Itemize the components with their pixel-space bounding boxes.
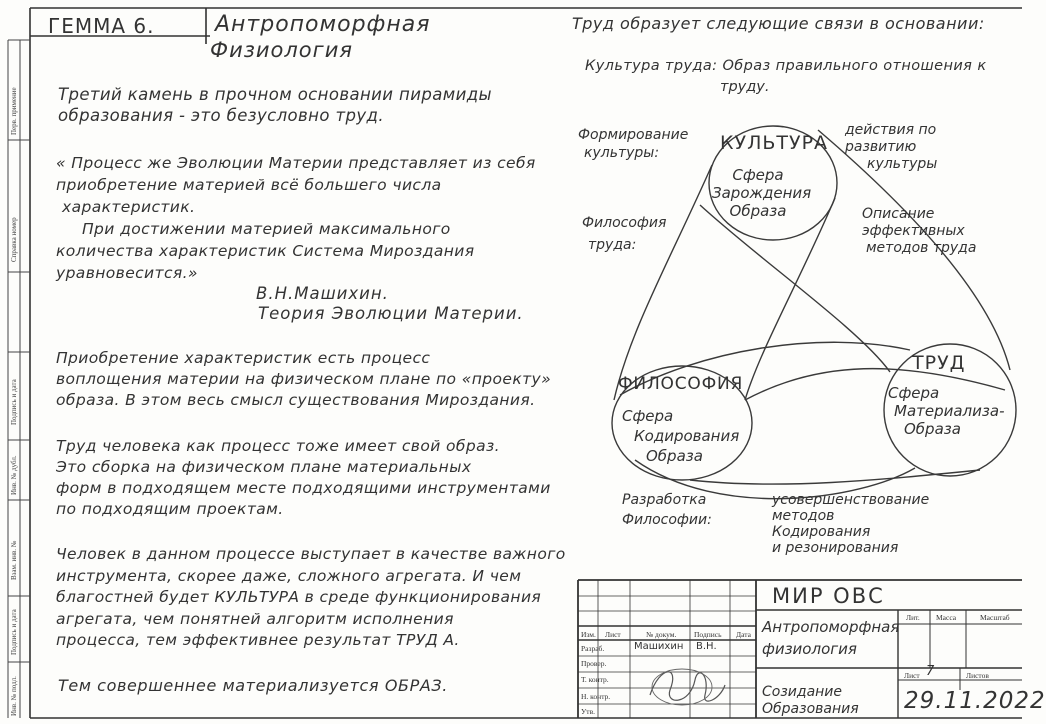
text-line: Сфера [732, 166, 784, 184]
text-line: Образа [646, 447, 703, 465]
text-line: характеристик. [62, 198, 196, 216]
text-line: Материализа- [894, 402, 1005, 420]
quote-block [56, 152, 536, 284]
org-name: МИР ОВС [772, 584, 885, 608]
text-line: благостней будет КУЛЬТУРА в среде функционирования [56, 588, 542, 606]
side-label: Справка номер [10, 217, 18, 262]
label-forming-culture [578, 126, 688, 162]
side-label: Подпись и дата [10, 609, 18, 655]
gemma-number: ГЕММА 6. [48, 14, 155, 38]
text-line: развитию [845, 139, 917, 155]
text-line: процесса, тем эффективнее результат ТРУД А. [56, 631, 460, 649]
page-title-line2: Физиология [210, 38, 353, 62]
paragraph-3 [56, 436, 551, 520]
text-line: Третий камень в прочном основании пирамиды [58, 85, 492, 104]
text-line: и резонирования [772, 540, 899, 556]
developer-name: Машихин [634, 641, 684, 652]
text-line: инструмента, скорее даже, сложного агрегата. И чем [56, 566, 522, 585]
doc-date: 29.11.2022 [904, 688, 1046, 714]
row-label: Н. контр. [581, 692, 611, 701]
text-line: Описание [862, 206, 935, 222]
label-improvement [772, 492, 929, 556]
quote-source: Теория Эволюции Материи. [258, 304, 524, 323]
paragraph-5: Тем совершеннее материализуется ОБРАЗ. [58, 676, 448, 695]
text-line: Это сборка на физическом плане материальных [56, 458, 472, 476]
row-label: Утв. [581, 707, 596, 716]
paragraph-4 [56, 544, 566, 652]
text-line: Труд человека как процесс тоже имеет свой образ. [56, 437, 500, 455]
belt-line [745, 198, 835, 400]
text-line: Образа [729, 202, 787, 220]
text-line: уравновесится.» [56, 264, 198, 282]
text-line: Философия [582, 215, 667, 231]
text-line: Разработка [622, 492, 707, 508]
row-label: Разраб. [581, 644, 605, 653]
side-label: Перв. примение [10, 87, 18, 135]
text-line: приобретение материей всё большего числа [56, 176, 442, 194]
page-title-line1: Антропоморфная [215, 12, 431, 37]
paragraph-1 [58, 84, 492, 126]
quote-author: В.Н.Машихин. [256, 284, 389, 303]
text-line: культуры: [584, 145, 660, 161]
sheet-number: 7 [926, 664, 935, 679]
text-line: Сфера [888, 384, 940, 402]
diagram-subheading-line1: Культура труда: Образ правильного отношения к [585, 58, 987, 74]
developer-initials: В.Н. [696, 641, 717, 652]
col-header: № докум. [646, 630, 677, 639]
text-line: Зарождения [712, 184, 812, 202]
belt-line [614, 165, 712, 400]
side-label: Инв. № дубл. [10, 455, 18, 495]
text-line: эффективных [862, 223, 965, 239]
scale-label: Масштаб [980, 613, 1010, 622]
node-labor-title: ТРУД [912, 352, 966, 374]
node-labor-text [888, 384, 1014, 438]
node-culture-title: КУЛЬТУРА [720, 132, 829, 154]
label-philosophy-of-labor [582, 212, 666, 256]
doc-subtitle-line1: Созидание [762, 684, 843, 700]
text-line: образования - это безусловно труд. [58, 106, 384, 125]
text-line: Философии: [622, 512, 712, 528]
paragraph-2 [56, 348, 551, 411]
text-line: Сфера [622, 407, 674, 425]
diagram-subheading-line2: труду. [720, 79, 770, 95]
node-culture-text [712, 166, 812, 220]
text-line: Образа [904, 420, 961, 438]
mass-label: Масса [936, 613, 957, 622]
doc-title-line1: Антропоморфная [762, 618, 900, 636]
row-label: Провер. [581, 659, 607, 668]
text-line: количества характеристик Система Мироздания [56, 242, 475, 260]
text-line: методов труда [866, 240, 977, 256]
col-header: Изм. [581, 630, 596, 639]
text-line: методов [772, 508, 835, 524]
doc-title-line2: физиология [762, 640, 857, 658]
diagram-heading: Труд образует следующие связи в основании: [572, 14, 985, 33]
text-line: усовершенствование [772, 492, 930, 508]
text-line: культуры [867, 156, 938, 172]
text-line: образа. В этом весь смысл существования Мироздания. [56, 391, 536, 409]
label-philosophy-dev [622, 490, 712, 530]
doc-subtitle-line2: Образования [762, 701, 859, 717]
belt-line [690, 470, 980, 484]
sheets-label: Листов [966, 671, 989, 680]
text-line: действия по [845, 122, 937, 138]
lit-label: Лит. [906, 613, 920, 622]
text-line: агрегата, чем понятней алгоритм исполнения [56, 609, 454, 628]
col-header: Лист [605, 630, 621, 639]
text-line: труда: [588, 237, 637, 253]
row-label: Т. контр. [581, 675, 609, 684]
col-header: Подпись [694, 630, 722, 639]
label-actions [845, 122, 937, 173]
node-philosophy-text [622, 406, 739, 466]
text-line: Формирование [578, 127, 689, 143]
text-line: Кодирования [634, 427, 740, 445]
node-philosophy-title: ФИЛОСОФИЯ [618, 374, 744, 394]
text-line: При достижении материей максимального [82, 220, 451, 238]
side-label: Подпись и дата [10, 379, 18, 425]
text-line: Приобретение характеристик есть процесс [56, 349, 431, 367]
text-line: по подходящим проектам. [56, 500, 284, 518]
text-line: Человек в данном процессе выступает в качестве важного [56, 545, 566, 563]
text-line: воплощения материи на физическом плане по «проекту» [56, 370, 552, 388]
side-label: Инв. № подл. [10, 676, 18, 716]
text-line: форм в подходящем месте подходящими инструментами [56, 479, 551, 497]
text-line: Кодирования [772, 524, 871, 540]
label-description [862, 206, 976, 257]
text-line: « Процесс же Эволюции Материи представляет из себя [56, 154, 536, 172]
signature-mark [640, 655, 730, 715]
side-label: Взам. инв. № [10, 540, 18, 580]
sheet-label: Лист [904, 671, 920, 680]
col-header: Дата [736, 630, 751, 639]
